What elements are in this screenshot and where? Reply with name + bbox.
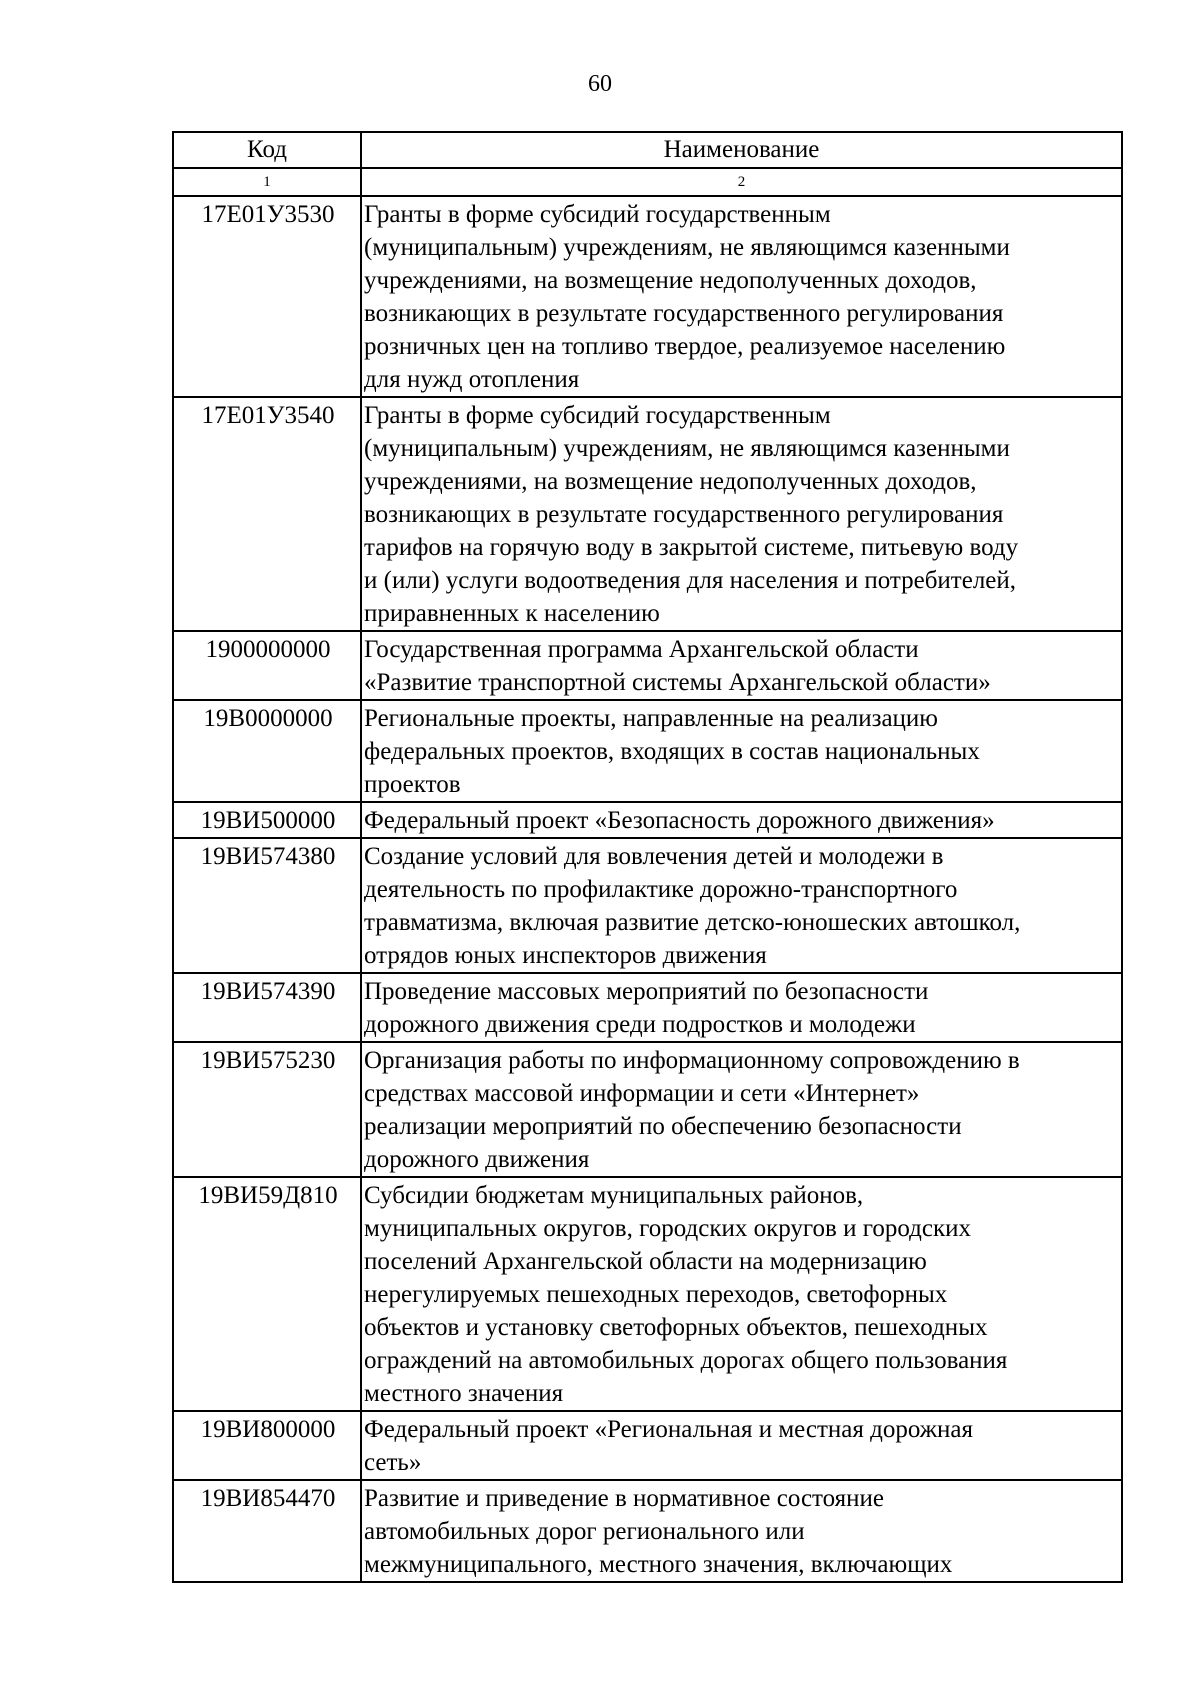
row-code: 19ВИ574390: [173, 973, 361, 1042]
page-number: 60: [588, 71, 612, 97]
row-name-line: (муниципальным) учреждениям, не являющимся казенными: [364, 435, 1010, 462]
row-name-line: (муниципальным) учреждениям, не являющимся казенными: [364, 234, 1010, 261]
row-code: 19ВИ59Д810: [173, 1177, 361, 1411]
table-row: [173, 397, 1122, 631]
row-code: 1900000000: [173, 631, 361, 700]
row-name: [361, 631, 1122, 700]
row-name: [361, 973, 1122, 1042]
table-row: [173, 1411, 1122, 1480]
row-code: 19ВИ575230: [173, 1042, 361, 1177]
row-name-line: межмуниципального, местного значения, включающих: [364, 1551, 953, 1578]
table-row: [173, 1480, 1122, 1582]
row-name-line: и (или) услуги водоотведения для населения и потребителей,: [364, 567, 1017, 594]
row-name-line: местного значения: [364, 1380, 564, 1407]
row-name-line: ограждений на автомобильных дорогах общего пользования: [364, 1347, 1008, 1374]
column-number-code: 1: [173, 168, 361, 196]
header-code: Код: [173, 132, 361, 168]
row-name-line: дорожного движения: [364, 1146, 590, 1173]
table-row: [173, 838, 1122, 973]
row-name-line: муниципальных округов, городских округов и городских: [364, 1215, 971, 1242]
row-name-line: средствах массовой информации и сети «Интернет»: [364, 1080, 920, 1107]
row-name-line: объектов и установку светофорных объектов, пешеходных: [364, 1314, 988, 1341]
row-name-line: Государственная программа Архангельской области: [364, 636, 919, 663]
row-name: [361, 700, 1122, 802]
row-name-line: поселений Архангельской области на модернизацию: [364, 1248, 927, 1275]
row-name: [361, 1480, 1122, 1582]
table-row: [173, 631, 1122, 700]
table-row: [173, 700, 1122, 802]
row-name: [361, 196, 1122, 397]
row-name-line: розничных цен на топливо твердое, реализуемое населению: [364, 333, 1006, 360]
row-name-line: дорожного движения среди подростков и молодежи: [364, 1011, 916, 1038]
row-name: [361, 1177, 1122, 1411]
row-name-line: автомобильных дорог регионального или: [364, 1518, 805, 1545]
row-name-line: проектов: [364, 771, 461, 798]
table-row: [173, 1177, 1122, 1411]
row-name-line: Проведение массовых мероприятий по безопасности: [364, 978, 929, 1005]
row-name-line: Федеральный проект «Безопасность дорожного движения»: [364, 807, 995, 834]
table-row: [173, 973, 1122, 1042]
row-name-line: федеральных проектов, входящих в состав национальных: [364, 738, 980, 765]
row-name-line: травматизма, включая развитие детско-юношеских автошкол,: [364, 909, 1021, 936]
row-code: 17Е01У3530: [173, 196, 361, 397]
row-name-line: Региональные проекты, направленные на реализацию: [364, 705, 938, 732]
row-name-line: Гранты в форме субсидий государственным: [364, 201, 831, 228]
table-row: [173, 196, 1122, 397]
row-name-line: Федеральный проект «Региональная и местная дорожная: [364, 1416, 973, 1443]
row-name: [361, 1411, 1122, 1480]
row-name-line: приравненных к населению: [364, 600, 660, 627]
row-code: 19В0000000: [173, 700, 361, 802]
row-name: [361, 1042, 1122, 1177]
row-name-line: нерегулируемых пешеходных переходов, светофорных: [364, 1281, 948, 1308]
row-name-line: Гранты в форме субсидий государственным: [364, 402, 831, 429]
row-name-line: возникающих в результате государственного регулирования: [364, 300, 1004, 327]
row-name: [361, 838, 1122, 973]
row-name-line: учреждениями, на возмещение недополученных доходов,: [364, 267, 977, 294]
row-name-line: Создание условий для вовлечения детей и молодежи в: [364, 843, 944, 870]
row-code: 19ВИ574380: [173, 838, 361, 973]
row-name-line: учреждениями, на возмещение недополученных доходов,: [364, 468, 977, 495]
table-row: [173, 802, 1122, 838]
row-name-line: «Развитие транспортной системы Архангельской области»: [364, 669, 991, 696]
row-name-line: Субсидии бюджетам муниципальных районов,: [364, 1182, 864, 1209]
row-name: [361, 802, 1122, 838]
row-name-line: тарифов на горячую воду в закрытой системе, питьевую воду: [364, 534, 1019, 561]
row-code: 19ВИ800000: [173, 1411, 361, 1480]
row-code: 19ВИ500000: [173, 802, 361, 838]
row-name-line: для нужд отопления: [364, 366, 580, 393]
row-name-line: реализации мероприятий по обеспечению безопасности: [364, 1113, 962, 1140]
table-header-row: [173, 132, 1122, 168]
classification-table: [172, 131, 1123, 1583]
row-name-line: Развитие и приведение в нормативное состояние: [364, 1485, 885, 1512]
column-number-name: 2: [361, 168, 1122, 196]
row-name-line: отрядов юных инспекторов движения: [364, 942, 767, 969]
header-name: Наименование: [361, 132, 1122, 168]
column-number-row: [173, 168, 1122, 196]
table-body: [173, 196, 1122, 1582]
row-name-line: возникающих в результате государственного регулирования: [364, 501, 1004, 528]
row-name-line: деятельность по профилактике дорожно-транспортного: [364, 876, 958, 903]
row-code: 17Е01У3540: [173, 397, 361, 631]
row-name-line: Организация работы по информационному сопровождению в: [364, 1047, 1020, 1074]
row-code: 19ВИ854470: [173, 1480, 361, 1582]
row-name-line: сеть»: [364, 1449, 422, 1476]
row-name: [361, 397, 1122, 631]
table-row: [173, 1042, 1122, 1177]
